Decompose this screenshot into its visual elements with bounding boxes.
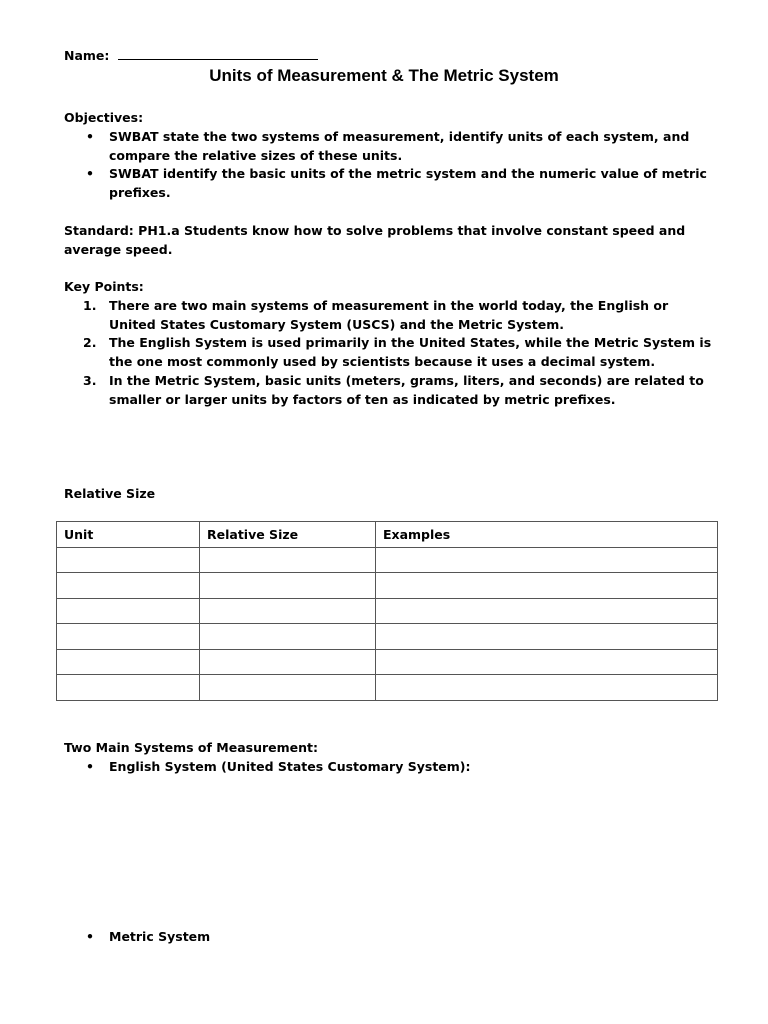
name-label: Name: bbox=[64, 48, 114, 63]
systems-section-metric bbox=[64, 928, 714, 947]
key-points-section bbox=[64, 278, 714, 410]
table-cell[interactable] bbox=[200, 573, 376, 599]
name-field-row bbox=[64, 47, 318, 63]
name-blank-line[interactable] bbox=[118, 47, 318, 60]
table-cell[interactable] bbox=[200, 649, 376, 675]
table-cell[interactable] bbox=[57, 649, 200, 675]
table-cell[interactable] bbox=[57, 675, 200, 701]
bullet-marker: • bbox=[86, 166, 94, 182]
key-points-heading: Key Points: bbox=[64, 279, 144, 294]
key-point-text: There are two main systems of measurement in the world today, the English or United States Customary System (USCS) and the Metric System. bbox=[109, 297, 669, 332]
bullet-marker: • bbox=[86, 929, 94, 944]
key-point-item bbox=[64, 297, 714, 335]
key-point-number: 2. bbox=[83, 335, 97, 351]
page-title: Units of Measurement & The Metric System bbox=[209, 66, 559, 85]
bullet-marker: • bbox=[86, 758, 94, 774]
standard-text: Standard: PH1.a Students know how to solve problems that involve constant speed and average speed. bbox=[64, 223, 686, 257]
system-item-metric bbox=[64, 928, 714, 947]
table-cell[interactable] bbox=[57, 598, 200, 624]
table-cell[interactable] bbox=[57, 547, 200, 573]
relative-size-heading: Relative Size bbox=[64, 486, 156, 501]
objective-text: SWBAT identify the basic units of the metric system and the numeric value of metric prefixes. bbox=[109, 166, 707, 201]
table-row bbox=[57, 598, 718, 624]
system-label: English System (United States Customary System): bbox=[109, 758, 471, 774]
column-header-unit: Unit bbox=[57, 522, 200, 548]
table-cell[interactable] bbox=[376, 598, 718, 624]
key-point-number: 3. bbox=[83, 372, 97, 388]
systems-heading: Two Main Systems of Measurement: bbox=[64, 740, 318, 755]
table-cell[interactable] bbox=[376, 675, 718, 701]
objective-text: SWBAT state the two systems of measurement, identify units of each system, and compare the relative sizes of these units. bbox=[109, 128, 690, 163]
table-row bbox=[57, 675, 718, 701]
key-point-number: 1. bbox=[83, 297, 97, 313]
table-row bbox=[57, 624, 718, 650]
key-point-item bbox=[64, 372, 714, 410]
objectives-heading: Objectives: bbox=[64, 110, 144, 125]
objectives-section bbox=[64, 109, 714, 203]
table-cell[interactable] bbox=[376, 547, 718, 573]
objective-item bbox=[64, 128, 714, 166]
table-cell[interactable] bbox=[200, 624, 376, 650]
objective-item bbox=[64, 165, 714, 203]
table-cell[interactable] bbox=[200, 675, 376, 701]
system-item-english bbox=[64, 758, 714, 777]
table-cell[interactable] bbox=[57, 624, 200, 650]
table-cell[interactable] bbox=[376, 624, 718, 650]
key-point-item bbox=[64, 334, 714, 372]
table-row bbox=[57, 573, 718, 599]
key-point-text: The English System is used primarily in the United States, while the Metric System is the one most commonly used by scientists because it uses a decimal system. bbox=[109, 335, 712, 370]
table-cell[interactable] bbox=[57, 573, 200, 599]
table-row bbox=[57, 547, 718, 573]
system-label: Metric System bbox=[109, 929, 211, 944]
table-cell[interactable] bbox=[200, 598, 376, 624]
relative-size-table bbox=[56, 521, 718, 701]
table-header-row bbox=[57, 522, 718, 548]
key-point-text: In the Metric System, basic units (meters, grams, liters, and seconds) are related to smaller or larger units by factors of ten as indicated by metric prefixes. bbox=[109, 372, 704, 407]
table-cell[interactable] bbox=[376, 649, 718, 675]
table-row bbox=[57, 649, 718, 675]
standard-section bbox=[64, 222, 714, 260]
systems-section bbox=[64, 739, 714, 777]
table-cell[interactable] bbox=[200, 547, 376, 573]
table-cell[interactable] bbox=[376, 573, 718, 599]
bullet-marker: • bbox=[86, 128, 94, 144]
column-header-relative-size: Relative Size bbox=[200, 522, 376, 548]
column-header-examples: Examples bbox=[376, 522, 718, 548]
